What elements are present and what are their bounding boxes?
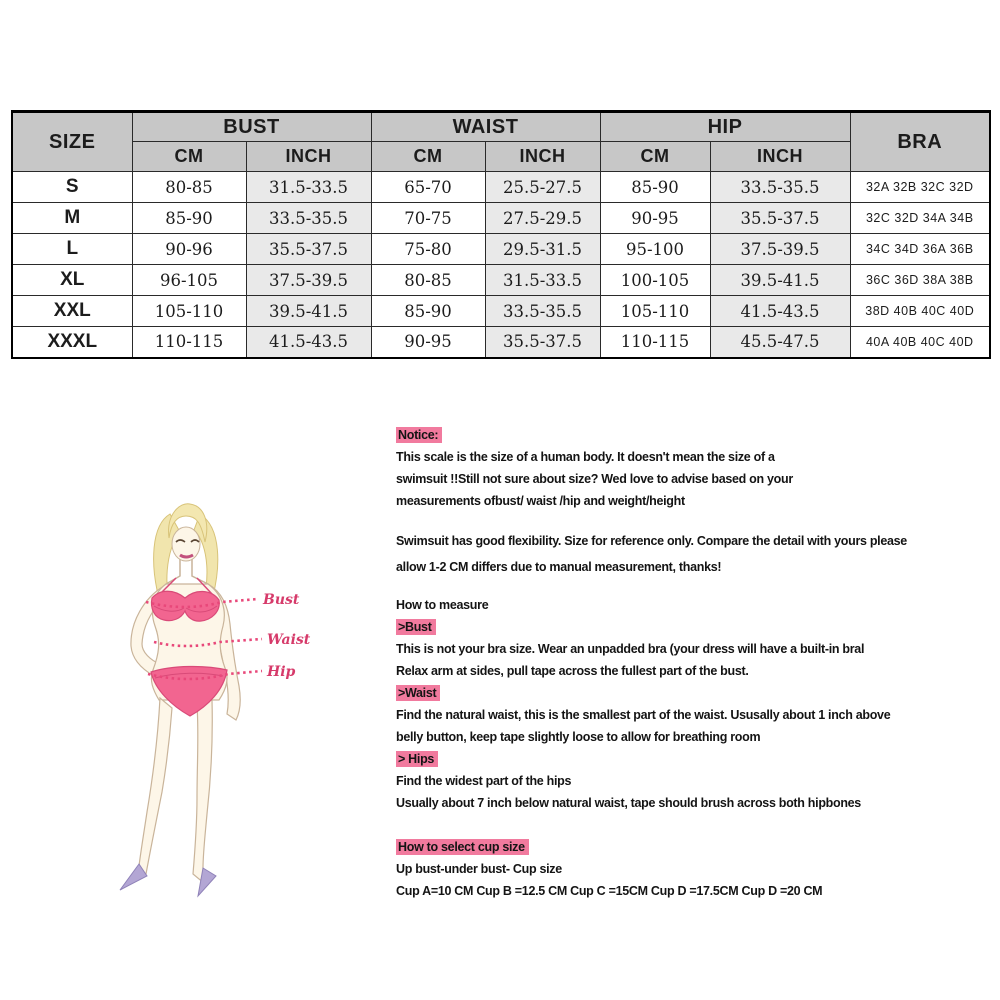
hip-inch: 35.5-37.5: [710, 203, 850, 234]
waist-cm: 75-80: [371, 234, 485, 265]
col-header-size: SIZE: [12, 112, 132, 172]
bust-cm: 110-115: [132, 327, 246, 358]
bust-cm: 80-85: [132, 172, 246, 203]
flexibility-line: Swimsuit has good flexibility. Size for reference only. Compare the detail with yours please: [396, 534, 907, 548]
notice-heading: Notice:: [396, 424, 1000, 446]
cup-size-line: Cup A=10 CM Cup B =12.5 CM Cup C =15CM Cup D =17.5CM Cup D =20 CM: [396, 884, 823, 898]
table-row-xxl: [12, 296, 990, 327]
bra-sizes: 38D 40B 40C 40D: [850, 296, 990, 327]
hip-cm: 95-100: [600, 234, 710, 265]
bra-sizes: 32C 32D 34A 34B: [850, 203, 990, 234]
bra-sizes: 34C 34D 36A 36B: [850, 234, 990, 265]
hip-cm: 110-115: [600, 327, 710, 358]
cup-size-heading: How to select cup size: [396, 836, 1000, 858]
waist-cm: 70-75: [371, 203, 485, 234]
hip-inch: 45.5-47.5: [710, 327, 850, 358]
figure-hip-label: Hip: [267, 664, 296, 680]
table-row-xl: [12, 265, 990, 296]
size-label: XL: [12, 265, 132, 296]
size-chart-table: [11, 110, 991, 359]
bra-sizes: 32A 32B 32C 32D: [850, 172, 990, 203]
woman-sketch-illustration: [100, 492, 400, 952]
bust-cm: 85-90: [132, 203, 246, 234]
hip-cm: 90-95: [600, 203, 710, 234]
figure-bust-label: Bust: [263, 592, 300, 608]
waist-cm: 80-85: [371, 265, 485, 296]
bust-cm: 90-96: [132, 234, 246, 265]
bust-inch: 35.5-37.5: [246, 234, 371, 265]
table-row-xxxl: [12, 327, 990, 358]
subheader-waist-cm: CM: [371, 142, 485, 172]
bra-sizes: 36C 36D 38A 38B: [850, 265, 990, 296]
col-header-hip: HIP: [600, 112, 850, 142]
col-header-bust: BUST: [132, 112, 371, 142]
hip-inch: 39.5-41.5: [710, 265, 850, 296]
table-row-s: [12, 172, 990, 203]
hip-inch: 41.5-43.5: [710, 296, 850, 327]
hips-line: Find the widest part of the hips: [396, 774, 572, 788]
waist-cm: 65-70: [371, 172, 485, 203]
waist-inch: 35.5-37.5: [485, 327, 600, 358]
hip-cm: 105-110: [600, 296, 710, 327]
bust-inch: 41.5-43.5: [246, 327, 371, 358]
waist-line: belly button, keep tape slightly loose to allow for breathing room: [396, 730, 761, 744]
hip-cm: 100-105: [600, 265, 710, 296]
size-label: S: [12, 172, 132, 203]
bust-inch: 33.5-35.5: [246, 203, 371, 234]
subheader-hip-inch: INCH: [710, 142, 850, 172]
bra-sizes: 40A 40B 40C 40D: [850, 327, 990, 358]
how-to-measure-heading: How to measure: [396, 598, 489, 612]
bust-line: This is not your bra size. Wear an unpadded bra (your dress will have a built-in bral: [396, 642, 865, 656]
hips-line: Usually about 7 inch below natural waist, tape should brush across both hipbones: [396, 796, 861, 810]
subheader-waist-inch: INCH: [485, 142, 600, 172]
waist-heading: >Waist: [396, 682, 1000, 704]
hip-cm: 85-90: [600, 172, 710, 203]
col-header-bra: BRA: [850, 112, 990, 172]
table-row-m: [12, 203, 990, 234]
waist-cm: 90-95: [371, 327, 485, 358]
bust-heading: >Bust: [396, 616, 1000, 638]
bust-inch: 37.5-39.5: [246, 265, 371, 296]
size-label: XXL: [12, 296, 132, 327]
waist-inch: 29.5-31.5: [485, 234, 600, 265]
flexibility-line: allow 1-2 CM differs due to manual measurement, thanks!: [396, 560, 722, 574]
waist-line: Find the natural waist, this is the smallest part of the waist. Ususally about 1 inch above: [396, 708, 891, 722]
instructions: [396, 424, 1000, 902]
notice-line: measurements ofbust/ waist /hip and weight/height: [396, 494, 685, 508]
notice-line: swimsuit !!Still not sure about size? Wed love to advise based on your: [396, 472, 793, 486]
figure-waist-label: Waist: [267, 632, 311, 648]
bust-inch: 39.5-41.5: [246, 296, 371, 327]
col-header-waist: WAIST: [371, 112, 600, 142]
bust-inch: 31.5-33.5: [246, 172, 371, 203]
subheader-hip-cm: CM: [600, 142, 710, 172]
hip-inch: 33.5-35.5: [710, 172, 850, 203]
table-row-l: [12, 234, 990, 265]
size-label: M: [12, 203, 132, 234]
waist-inch: 27.5-29.5: [485, 203, 600, 234]
hips-heading: > Hips: [396, 748, 1000, 770]
waist-cm: 85-90: [371, 296, 485, 327]
hip-inch: 37.5-39.5: [710, 234, 850, 265]
bust-line: Relax arm at sides, pull tape across the fullest part of the bust.: [396, 664, 749, 678]
bust-cm: 96-105: [132, 265, 246, 296]
notice-line: This scale is the size of a human body. It doesn't mean the size of a: [396, 450, 775, 464]
size-label: XXXL: [12, 327, 132, 358]
waist-inch: 33.5-35.5: [485, 296, 600, 327]
waist-inch: 31.5-33.5: [485, 265, 600, 296]
subheader-bust-inch: INCH: [246, 142, 371, 172]
waist-inch: 25.5-27.5: [485, 172, 600, 203]
measurement-figure: [100, 492, 400, 952]
size-label: L: [12, 234, 132, 265]
subheader-bust-cm: CM: [132, 142, 246, 172]
bust-cm: 105-110: [132, 296, 246, 327]
cup-size-line: Up bust-under bust- Cup size: [396, 862, 562, 876]
